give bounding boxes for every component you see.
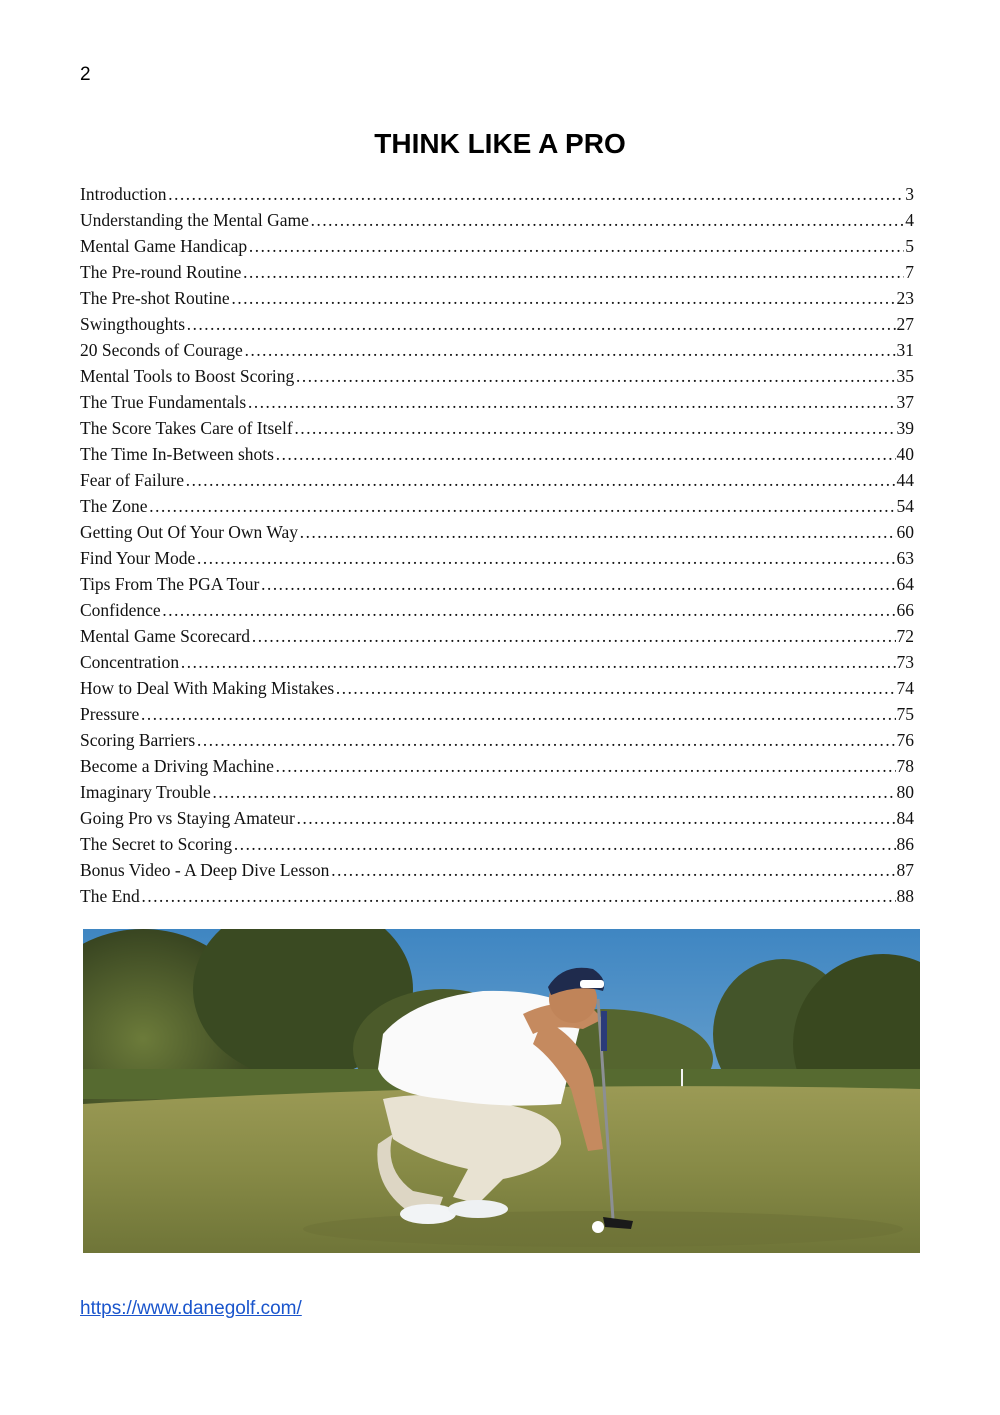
- toc-entry[interactable]: [80, 340, 914, 366]
- dot-leader: [275, 756, 896, 777]
- toc-entry-title: Scoring Barriers: [80, 730, 196, 750]
- toc-entry-page-number: 60: [896, 522, 914, 542]
- toc-entry[interactable]: [80, 782, 914, 808]
- dot-leader: [260, 574, 895, 595]
- toc-entry[interactable]: [80, 262, 914, 288]
- toc-entry-title: The Time In-Between shots: [80, 444, 274, 464]
- toc-entry-page-number: 87: [896, 860, 914, 880]
- dot-leader: [231, 288, 896, 309]
- toc-entry-page-number: 40: [896, 444, 914, 464]
- toc-entry-title: Tips From The PGA Tour: [80, 574, 260, 594]
- toc-entry[interactable]: [80, 522, 914, 548]
- dot-leader: [185, 470, 896, 491]
- dot-leader: [140, 704, 895, 725]
- toc-entry-title: Mental Game Handicap: [80, 236, 248, 256]
- toc-entry[interactable]: [80, 626, 914, 652]
- toc-entry-page-number: 27: [896, 314, 914, 334]
- toc-entry[interactable]: [80, 470, 914, 496]
- toc-entry-page-number: 31: [896, 340, 914, 360]
- toc-entry[interactable]: [80, 678, 914, 704]
- dot-leader: [212, 782, 896, 803]
- dot-leader: [149, 496, 896, 517]
- toc-entry-title: Fear of Failure: [80, 470, 184, 490]
- toc-entry-title: The Zone: [80, 496, 148, 516]
- toc-entry[interactable]: [80, 756, 914, 782]
- toc-entry-title: The End: [80, 886, 140, 906]
- toc-entry-page-number: 37: [896, 392, 914, 412]
- toc-entry-page-number: 73: [896, 652, 914, 672]
- toc-entry-title: Mental Tools to Boost Scoring: [80, 366, 295, 386]
- toc-entry-page-number: 75: [896, 704, 914, 724]
- toc-entry-page-number: 44: [896, 470, 914, 490]
- toc-entry-title: Find Your Mode: [80, 548, 196, 568]
- toc-entry[interactable]: [80, 366, 914, 392]
- toc-entry-title: The Pre-round Routine: [80, 262, 242, 282]
- dot-leader: [196, 548, 895, 569]
- toc-entry[interactable]: [80, 704, 914, 730]
- toc-entry-page-number: 4: [905, 210, 914, 230]
- toc-entry-title: Understanding the Mental Game: [80, 210, 309, 230]
- toc-entry[interactable]: [80, 600, 914, 626]
- golfer-photo: [83, 929, 920, 1253]
- dot-leader: [296, 808, 896, 829]
- toc-entry-title: The Score Takes Care of Itself: [80, 418, 293, 438]
- toc-entry[interactable]: [80, 314, 914, 340]
- toc-entry-title: Going Pro vs Staying Amateur: [80, 808, 295, 828]
- page-title: THINK LIKE A PRO: [374, 128, 626, 159]
- dot-leader: [310, 210, 904, 231]
- toc-entry[interactable]: [80, 496, 914, 522]
- toc-entry-title: Become a Driving Machine: [80, 756, 274, 776]
- toc-entry[interactable]: [80, 860, 914, 886]
- dot-leader: [162, 600, 896, 621]
- toc-entry-title: Confidence: [80, 600, 161, 620]
- toc-entry-page-number: 74: [896, 678, 914, 698]
- dot-leader: [242, 262, 904, 283]
- toc-entry[interactable]: [80, 574, 914, 600]
- toc-entry-title: Introduction: [80, 184, 167, 204]
- toc-entry-title: 20 Seconds of Courage: [80, 340, 243, 360]
- dot-leader: [168, 184, 905, 205]
- toc-entry-title: Imaginary Trouble: [80, 782, 211, 802]
- dot-leader: [275, 444, 896, 465]
- toc-entry-title: How to Deal With Making Mistakes: [80, 678, 335, 698]
- toc-entry-page-number: 7: [905, 262, 914, 282]
- toc-entry-page-number: 88: [896, 886, 914, 906]
- table-of-contents: [80, 184, 914, 912]
- toc-entry[interactable]: [80, 236, 914, 262]
- toc-entry[interactable]: [80, 730, 914, 756]
- toc-entry[interactable]: [80, 548, 914, 574]
- dot-leader: [251, 626, 895, 647]
- dot-leader: [244, 340, 896, 361]
- toc-entry[interactable]: [80, 288, 914, 314]
- toc-entry[interactable]: [80, 210, 914, 236]
- toc-entry-page-number: 54: [896, 496, 914, 516]
- toc-entry[interactable]: [80, 184, 914, 210]
- toc-entry-page-number: 64: [896, 574, 914, 594]
- toc-entry-page-number: 84: [896, 808, 914, 828]
- dot-leader: [294, 418, 896, 439]
- toc-entry-page-number: 78: [896, 756, 914, 776]
- dot-leader: [233, 834, 895, 855]
- toc-entry[interactable]: [80, 418, 914, 444]
- toc-entry-page-number: 76: [896, 730, 914, 750]
- toc-entry-title: The Pre-shot Routine: [80, 288, 230, 308]
- toc-entry[interactable]: [80, 808, 914, 834]
- toc-entry-page-number: 35: [896, 366, 914, 386]
- toc-entry[interactable]: [80, 886, 914, 912]
- toc-entry-title: Mental Game Scorecard: [80, 626, 251, 646]
- dot-leader: [141, 886, 896, 907]
- website-link[interactable]: https://www.danegolf.com/: [80, 1298, 302, 1319]
- toc-entry[interactable]: [80, 652, 914, 678]
- toc-entry-page-number: 3: [905, 184, 914, 204]
- dot-leader: [330, 860, 895, 881]
- toc-entry-title: Swingthoughts: [80, 314, 186, 334]
- toc-entry-page-number: 66: [896, 600, 914, 620]
- toc-entry-title: Concentration: [80, 652, 180, 672]
- toc-entry-page-number: 23: [896, 288, 914, 308]
- dot-leader: [248, 236, 904, 257]
- toc-entry-title: Bonus Video - A Deep Dive Lesson: [80, 860, 330, 880]
- toc-entry[interactable]: [80, 834, 914, 860]
- toc-entry-page-number: 39: [896, 418, 914, 438]
- dot-leader: [186, 314, 895, 335]
- toc-entry-page-number: 63: [896, 548, 914, 568]
- dot-leader: [196, 730, 895, 751]
- toc-entry[interactable]: [80, 392, 914, 418]
- toc-entry[interactable]: [80, 444, 914, 470]
- dot-leader: [180, 652, 895, 673]
- dot-leader: [299, 522, 896, 543]
- toc-entry-title: The Secret to Scoring: [80, 834, 233, 854]
- toc-entry-page-number: 86: [896, 834, 914, 854]
- toc-entry-page-number: 80: [896, 782, 914, 802]
- toc-entry-title: The True Fundamentals: [80, 392, 247, 412]
- toc-entry-page-number: 5: [905, 236, 914, 256]
- dot-leader: [295, 366, 895, 387]
- dot-leader: [335, 678, 895, 699]
- toc-entry-title: Pressure: [80, 704, 140, 724]
- toc-entry-title: Getting Out Of Your Own Way: [80, 522, 298, 542]
- page-number: 2: [80, 64, 91, 85]
- toc-entry-page-number: 72: [896, 626, 914, 646]
- dot-leader: [247, 392, 895, 413]
